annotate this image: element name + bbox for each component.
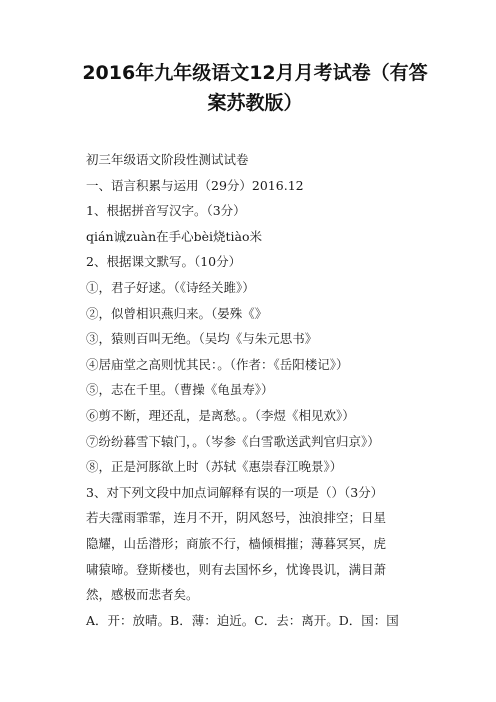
question-1: 1、根据拼音写汉字。（3分）	[86, 203, 246, 219]
recitation-item: ④居庙堂之高则忧其民：。（作者：《岳阳楼记》）	[86, 356, 349, 372]
passage-line: 若夫霪雨霏霏，连月不开，阴风怒号，浊浪排空；日星	[86, 510, 387, 526]
exam-subtitle: 初三年级语文阶段性测试试卷	[86, 152, 249, 167]
recitation-item: ①，君子好逑。（《诗经关雎》）	[86, 279, 255, 295]
question-2: 2、根据课文默写。（10分）	[86, 254, 242, 270]
document-body	[86, 147, 486, 633]
recitation-item: ⑦纷纷暮雪下辕门，。（岑参《白雪歌送武判官归京》）	[86, 433, 380, 449]
recitation-item: ⑤，志在千里。（曹操《龟虽寿》）	[86, 382, 274, 398]
title-line-1: 2016年九年级语文12月月考试卷（有答	[82, 62, 428, 84]
document-title	[60, 58, 450, 118]
question-1-content: qián诚zuàn在手心bèi烧tiào米	[86, 228, 263, 244]
recitation-item: ⑧，正是河豚欲上时（苏轼《惠崇春江晚景》）	[86, 459, 343, 475]
title-line-2: 案苏教版）	[207, 92, 303, 114]
recitation-item: ②，似曾相识燕归来。（晏殊《》	[86, 305, 268, 321]
passage-line: 隐耀，山岳潜形；商旅不行，樯倾楫摧；薄暮冥冥，虎	[86, 535, 387, 551]
recitation-item: ③，猿则百叫无绝。（吴均《与朱元思书》	[86, 331, 318, 347]
passage-line: 啸猿啼。登斯楼也，则有去国怀乡，忧谗畏讥，满目萧	[86, 561, 387, 577]
passage-line: 然，感极而悲者矣。	[86, 587, 199, 603]
passage	[86, 505, 486, 607]
section-heading: 一、语言积累与运用（29分）2016.12	[86, 177, 304, 193]
question-3: 3、对下列文段中加点词解释有误的一项是（）（3分）	[86, 484, 384, 500]
recitation-item: ⑥剪不断，理还乱，是离愁。。（李煜《相见欢》）	[86, 407, 355, 423]
answer-options: A．开：放晴。B．薄：迫近。C．去：离开。D．国：国	[86, 612, 399, 628]
